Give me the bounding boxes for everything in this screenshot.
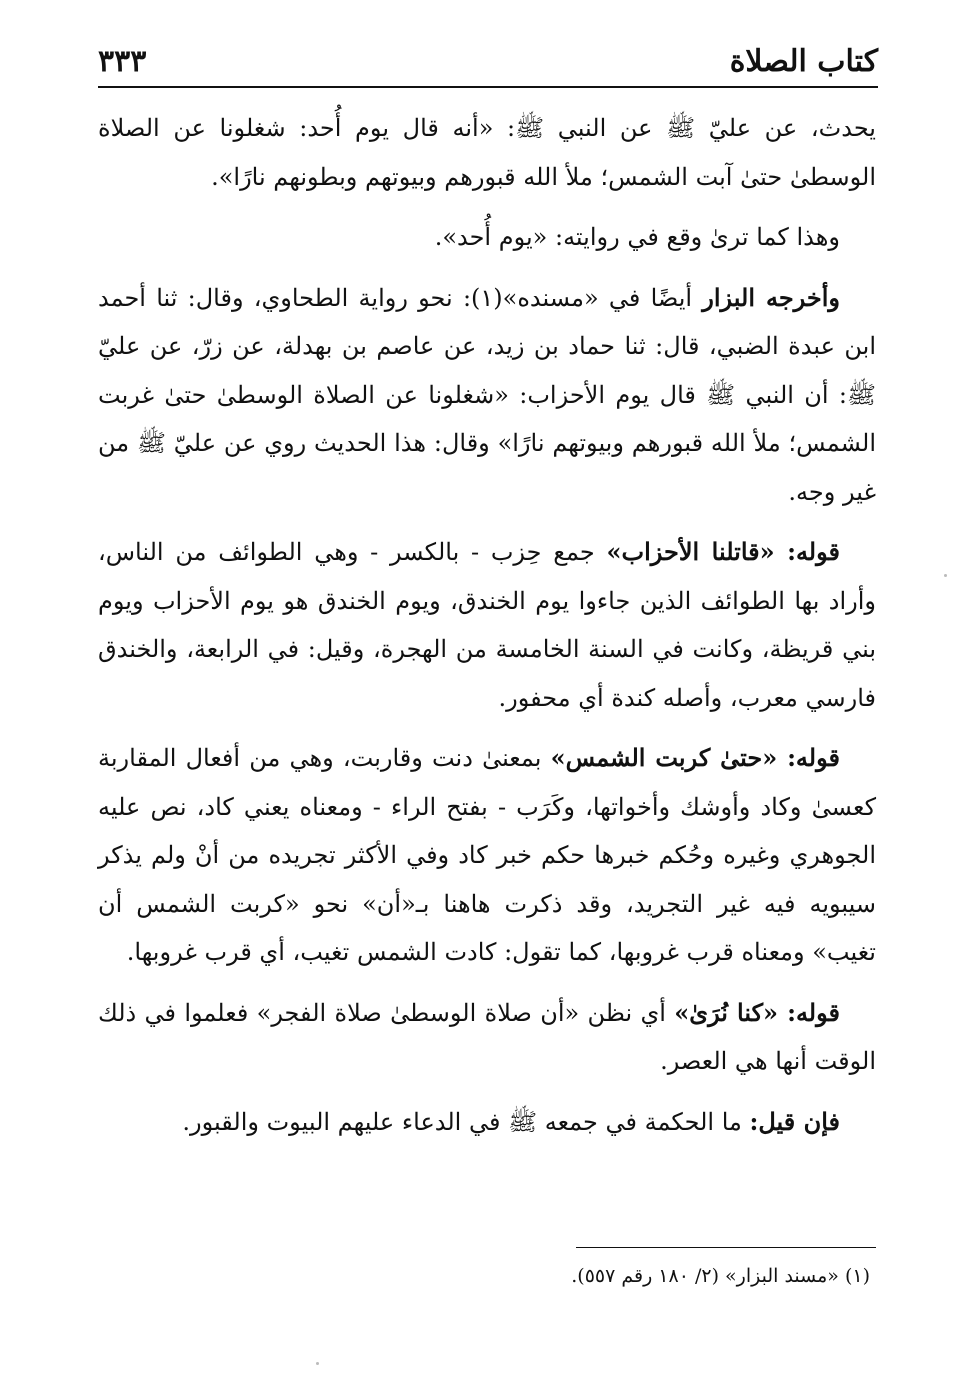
paragraph-lead: وأخرجه البزار bbox=[702, 282, 840, 312]
paragraph-text: أي نظن «أن صلاة الوسطىٰ صلاة الفجر» فعلموا في ذلك الوقت أنها هي العصر. bbox=[98, 998, 876, 1075]
header-divider bbox=[98, 86, 878, 88]
scan-speck bbox=[316, 1362, 319, 1365]
paragraph-7 bbox=[98, 1098, 876, 1147]
paragraph-3 bbox=[98, 274, 876, 517]
paragraph-lead: قوله: «حتىٰ كربت الشمس» bbox=[550, 743, 840, 772]
main-text bbox=[98, 104, 876, 1158]
paragraph-5 bbox=[98, 734, 876, 977]
paragraph-text: أيضًا في «مسنده»(١): نحو رواية الطحاوي، وقال: ثنا أحمد ابن عبدة الضبي، قال: ثنا حماد بن زيد، عن عاصم بن بهدلة، عن زرّ، عن عليّ ﷺ: أن النبي ﷺ قال يوم الأحزاب: «شغلونا عن الصلاة الوسطىٰ حتىٰ غربت الشمس؛ ملأ الله قبورهم وبيوتهم نارًا» وقال: هذا الحديث روي عن عليّ ﷺ من غير وجه. bbox=[98, 283, 876, 506]
paragraph-2 bbox=[98, 213, 876, 262]
paragraph-text: جمع حِزب - بالكسر - وهي الطوائف من الناس، وأراد بها الطوائف الذين جاءوا يوم الخندق، ويوم الخندق هو يوم الأحزاب ويوم بني قريظة، وكانت في السنة الخامسة من الهجرة، وقيل: في الرابعة، والخندق فارسي معرب، وأصله كندة أي محفور. bbox=[98, 538, 876, 712]
running-header bbox=[98, 40, 878, 88]
paragraph-lead: قوله: «قاتلنا الأحزاب» bbox=[606, 537, 840, 566]
paragraph-text: يحدث، عن عليّ ﷺ عن النبي ﷺ: «أنه قال يوم أُحد: شغلونا عن الصلاة الوسطىٰ حتىٰ آبت الشمس؛ ملأ الله قبورهم وبيوتهم وبطونهم نارًا». bbox=[98, 114, 876, 191]
footnote-divider bbox=[576, 1247, 876, 1248]
chapter-title: كتاب الصلاة bbox=[729, 44, 878, 79]
paragraph-4 bbox=[98, 528, 876, 722]
page-number: ٣٣٣ bbox=[98, 44, 147, 79]
footnote: (١) «مسند البزار» (٢/ ١٨٠ رقم ٥٥٧). bbox=[571, 1265, 870, 1287]
scan-speck bbox=[944, 574, 947, 577]
paragraph-text: وهذا كما ترىٰ وقع في روايته: «يوم أُحد». bbox=[434, 223, 840, 251]
paragraph-text: ما الحكمة في جمعه ﷺ في الدعاء عليهم البيوت والقبور. bbox=[182, 1107, 750, 1136]
paragraph-1 bbox=[98, 104, 876, 201]
paragraph-lead: قوله: «كنا نُرَىٰ» bbox=[674, 997, 840, 1027]
paragraph-6 bbox=[98, 989, 876, 1086]
paragraph-text: بمعنىٰ دنت وقاربت، وهي من أفعال المقاربة كعسىٰ وكاد وأوشك وأخواتها، وكَرَب - بفتح الراء - ومعناه يعني كاد، نص عليه الجوهري وغيره وحُكم خبرها حكم خبر كاد وفي الأكثر تجريده من أنْ ولم يذكر سيبويه فيه غير التجريد، وقد ذكرت هاهنا بـ«أن» نحو «كربت الشمس أن تغيب» ومعناه قرب غروبها، كما تقول: كادت الشمس تغيب، أي قرب غروبها. bbox=[98, 744, 876, 966]
paragraph-lead: فإن قيل: bbox=[749, 1106, 840, 1136]
